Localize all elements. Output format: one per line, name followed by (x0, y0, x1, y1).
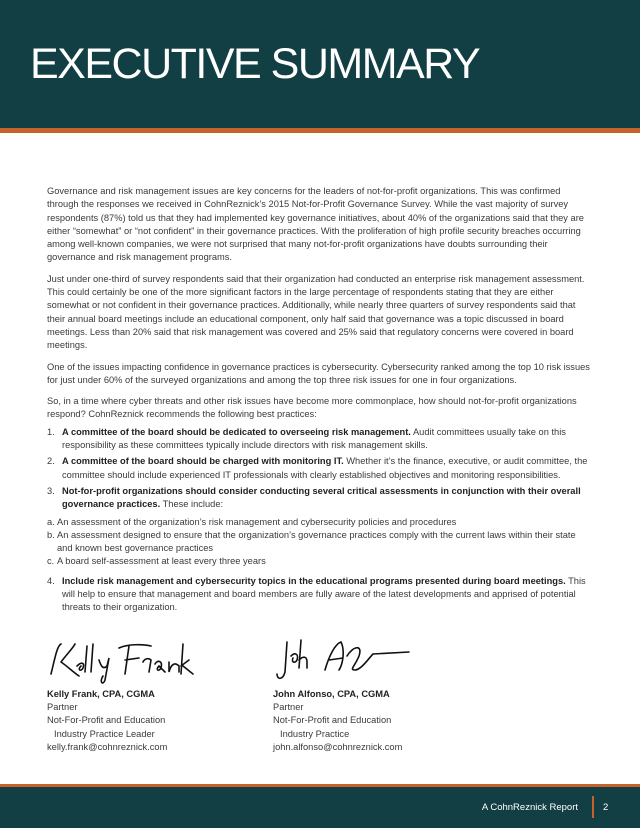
list-item-text: Whether it’s the finance, executive, or audit committee, the committee should include experienced IT professionals with clearly established objectives and monitoring responsibilities. (62, 456, 588, 480)
signatory-title: Partner (273, 702, 304, 713)
best-practices-list (47, 426, 593, 512)
list-item-heading: Not-for-profit organizations should consider conducting several critical assessments in conjunction with their overall governance practices. (62, 485, 581, 510)
list-item-text: This will help to ensure that management and board members are fully aware of the latest developments and apprised of potential threats to their organization. (62, 575, 586, 613)
sub-list-letter: b. (47, 529, 55, 540)
handwritten-signature-john (273, 636, 413, 684)
signatory-email: kelly.frank@cohnreznick.com (47, 741, 168, 752)
list-item (47, 426, 593, 453)
list-item-heading: A committee of the board should be charged with monitoring IT. (62, 456, 344, 467)
list-number: 4. (47, 575, 55, 586)
list-number: 2. (47, 456, 55, 467)
page-number: 2 (603, 802, 609, 813)
sub-list-item (47, 516, 593, 529)
assessment-sublist (47, 516, 593, 569)
signature-block-john (273, 636, 413, 754)
sub-list-item (47, 529, 593, 556)
list-item-heading: A committee of the board should be dedicated to overseeing risk management. (62, 426, 411, 437)
signatory-department: Not-For-Profit and Education (273, 715, 392, 726)
report-label: A CohnReznick Report (481, 802, 578, 813)
sub-list-text: An assessment of the organization’s risk management and cybersecurity policies and procedures (57, 516, 457, 527)
list-number: 1. (47, 426, 55, 437)
list-number: 3. (47, 485, 55, 496)
sub-list-letter: c. (47, 556, 55, 567)
signatory-department-line2: Industry Practice (280, 728, 350, 739)
paragraph: So, in a time where cyber threats and other risk issues have become more commonplace, how should not-for-profit organizations respond? CohnReznick recommends the following best practices: (47, 396, 577, 420)
list-item-text: Audit committees usually take on this responsibility as these committees typically include directors with risk management skills. (62, 426, 566, 451)
signatory-name: Kelly Frank, CPA, CGMA (47, 689, 155, 699)
sub-list-letter: a. (47, 516, 55, 527)
sub-list-item (47, 555, 593, 568)
footer-divider (592, 796, 594, 818)
list-item (47, 455, 593, 482)
list-item-heading: Include risk management and cybersecurity topics in the educational programs presented during board meetings. (62, 575, 566, 586)
paragraph: One of the issues impacting confidence in governance practices is cybersecurity. Cybersecurity ranked among the top 10 risk issues for just under 60% of the surveyed organizations and among the top three risk issues for one in four organizations. (47, 361, 590, 385)
summary-content (47, 185, 593, 618)
signatory-title: Partner (47, 702, 78, 713)
handwritten-signature-kelly (47, 636, 197, 684)
page-title: EXECUTIVE SUMMARY (30, 40, 480, 88)
sub-list-text: An assessment designed to ensure that the organization’s governance practices comply with the current laws within their state and known best governance practices (57, 529, 576, 554)
list-item (47, 485, 593, 512)
signatory-email: john.alfonso@cohnreznick.com (273, 741, 403, 752)
signature-block-kelly (47, 636, 197, 754)
signatory-name: John Alfonso, CPA, CGMA (273, 689, 390, 699)
list-item-text: These include: (160, 499, 224, 510)
paragraph: Just under one-third of survey respondents said that their organization had conducted an enterprise risk management assessment. This could certainly be one of the more significant factors in the large percentage of respondents stating that they are either somewhat or not confident in their governance practices. Additionally, while nearly three quarters of survey respondents said that their annual board meetings include an educational component, only half said that governance was a topic discussed in board meetings. Less than 20% said that risk management was covered and 25% said that regulatory concerns were covered in board meetings. (47, 273, 585, 351)
best-practices-list-continued (47, 575, 593, 615)
footer-bar (0, 787, 640, 828)
sub-list-text: A board self-assessment at least every three years (57, 556, 266, 567)
paragraph: Governance and risk management issues are key concerns for the leaders of not-for-profit organizations. This was confirmed through the responses we received in CohnReznick’s 2015 Not-for-Profit Governance Survey. While the vast majority of survey respondents (87%) told us that they had implemented key governance initiatives, about 40% of the organizations said that they are either “somewhat” or “not confident” in their governance practices. With the proliferation of high profile security breaches occurring among well-known companies, we were not surprised that many not-for-profit organizations have doubts surrounding their governance and risk management programs. (47, 186, 584, 263)
list-item (47, 575, 593, 615)
signatory-department: Not-For-Profit and Education (47, 715, 166, 726)
header-banner (0, 0, 640, 128)
signatures-area (47, 636, 607, 756)
header-accent-stripe (0, 128, 640, 133)
signatory-department-line2: Industry Practice Leader (54, 728, 155, 739)
